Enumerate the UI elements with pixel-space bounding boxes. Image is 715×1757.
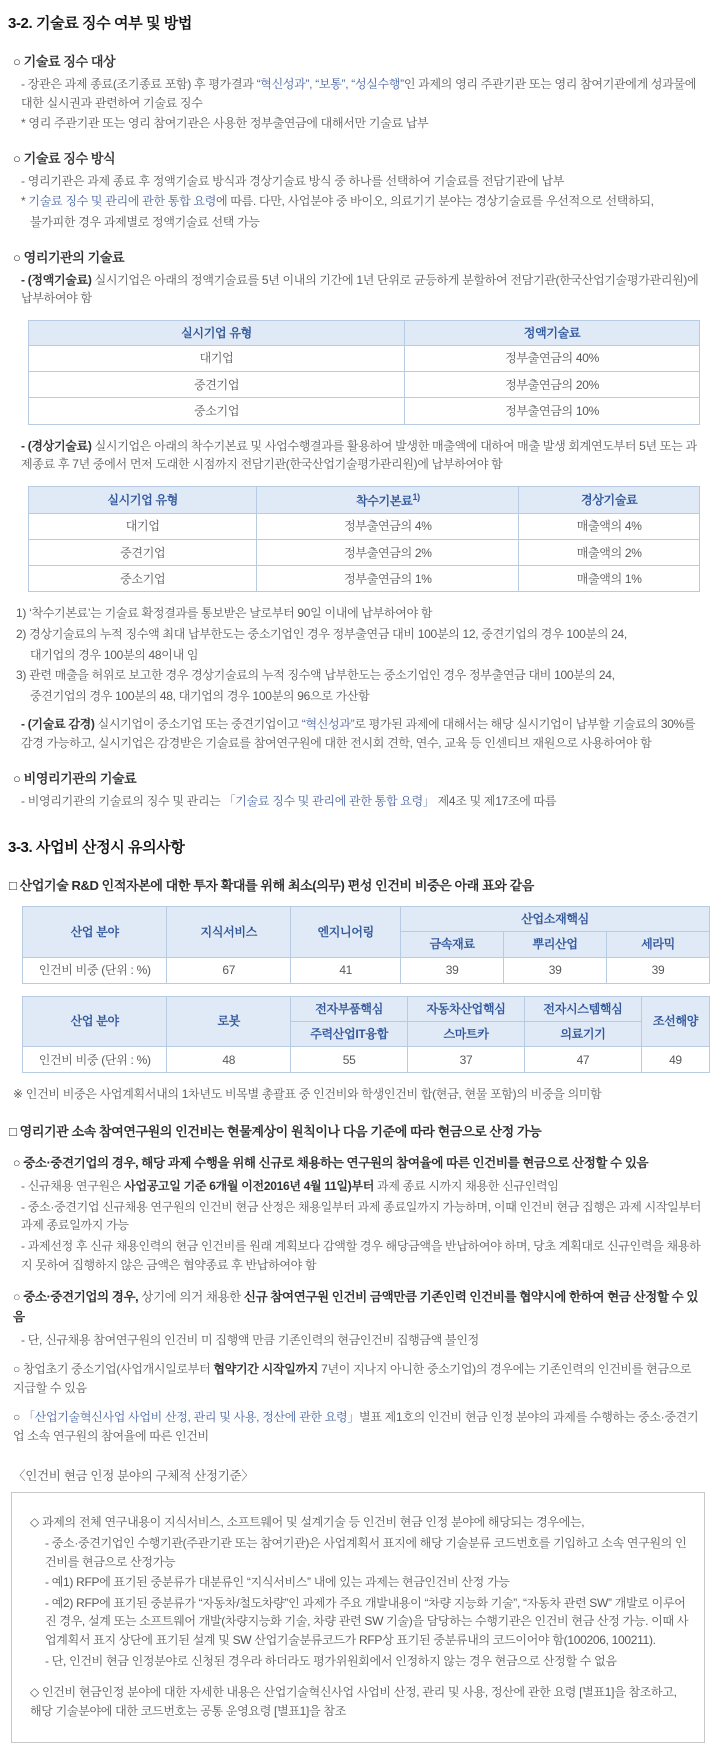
- heading-royalty-target: ○ 기술료 징수 대상: [13, 54, 116, 69]
- box-item-2: ◇ 인건비 현금인정 분야에 대한 자세한 내용은 산업기술혁신사업 사업비 산정, 관리 및 사용, 정산에 관한 요령 [별표1]을 참조하고, 해당 기술분야에 대한 코드번호는 공통 운영요령 [별표1]을 참조: [30, 1685, 677, 1718]
- header-cell: 산업 분야: [23, 907, 167, 957]
- table-row: [29, 566, 700, 592]
- text-segment: 실시기업은 아래의 정액기술료를 5년 이내의 기간에 1년 단위로 균등하게 분할하여 전담기관(한국산업기술평가관리원)에 납부하여야 함: [21, 272, 699, 306]
- para-cash-recognized-field: [13, 1408, 705, 1446]
- data-cell: 정부출연금의 20%: [405, 372, 700, 398]
- text-segment: 7년이 지나지 아니한 중소기업)의 경우에는 기존인력의 인건비를 현금으로 지급할 수 있음: [13, 1361, 692, 1395]
- box-item-1-line3: - 예2) RFP에 표기된 중분류가 “자동차/철도차량”인 과제가 주요 개발내용이 “차량 지능화 기술”, “자동차 관련 SW” 개발로 이루어진 경우, 설계 또는 소프트웨어 개발(차량지능화 기술, 차량 관련 SW 기술)을 담당하는 수행기관은 인건비 현금 산정 가능. 이때 사업계획서 표지 상단에 표기된 설계 및 SW 산업기술분류코드가 RFP상 표기된 중분류내의 코드이어야 함(100206, 100211).: [45, 1595, 689, 1647]
- note-royalty-target: * 영리 주관기관 또는 영리 참여기관은 사용한 정부출연금에 대해서만 기술료 납부: [21, 116, 429, 131]
- heading-profit-org-royalty: ○ 영리기관의 기술료: [13, 249, 125, 265]
- text-segment: ○ 창업초기 중소기업(사업개시일로부터: [13, 1361, 214, 1376]
- footnote-1: 1) ‘착수기본료’는 기술료 확정결과를 통보받은 날로부터 90일 이내에 납부하여야 함: [16, 606, 433, 621]
- footnote-2-line2: 대기업의 경우 100분의 48이내 임: [30, 647, 199, 662]
- text-segment: *: [21, 194, 29, 209]
- header-cell: 전자시스템핵심: [524, 996, 641, 1021]
- table-row: [29, 540, 700, 566]
- labor-ratio-table-2: [22, 996, 710, 1074]
- row-label-cell: 인건비 비중 (단위 : %): [23, 957, 167, 983]
- heading-existing-staff-cash: [13, 1288, 705, 1327]
- data-cell: 정부출연금의 2%: [257, 540, 519, 566]
- data-cell: 대기업: [29, 513, 257, 539]
- data-cell: 37: [408, 1047, 525, 1073]
- heading-new-hire-cash: ○ 중소·중견기업의 경우, 해당 과제 수행을 위해 신규로 채용하는 연구원의 참여율에 따른 인건비를 현금으로 산정할 수 있음: [13, 1155, 649, 1170]
- criteria-box: [11, 1492, 705, 1743]
- table-header-row: [29, 486, 700, 513]
- text-segment-bold: - (기술료 감경): [21, 717, 95, 732]
- text-segment-bold: 신규 참여연구원 인건비 금액만큼 기존인력 인건비를 협약시에 한하여 현금 산정할 수 있음: [13, 1290, 699, 1324]
- box-item-1-head: ◇ 과제의 전체 연구내용이 지식서비스, 소프트웨어 및 설계기술 등 인건비 현금 인정 분야에 해당되는 경우에는,: [30, 1515, 585, 1530]
- header-cell: 실시기업 유형: [29, 486, 257, 513]
- para-royalty-method: - 영리기관은 과제 종료 후 정액기술료 방식과 경상기술료 방식 중 하나를 선택하여 기술료를 전담기관에 납부: [21, 173, 565, 188]
- header-cell: 산업 분야: [23, 996, 167, 1046]
- data-cell: 매출액의 1%: [519, 566, 700, 592]
- box-item-1-line2: - 예1) RFP에 표기된 중분류가 대분류인 “지식서비스” 내에 있는 과제는 현금인건비 산정 가능: [45, 1575, 510, 1590]
- header-cell: 자동차산업핵심: [408, 996, 525, 1021]
- header-cell: 주력산업IT융합: [291, 1021, 408, 1046]
- header-cell: 엔지니어링: [291, 907, 401, 957]
- data-cell: 41: [291, 957, 401, 983]
- table-row: [23, 957, 710, 983]
- data-cell: 49: [641, 1047, 709, 1073]
- data-cell: 48: [167, 1047, 291, 1073]
- data-cell: 중견기업: [29, 372, 405, 398]
- header-cell: 정액기술료: [405, 320, 700, 345]
- note-royalty-method-line1: [21, 192, 705, 211]
- para-fixed-royalty: [21, 271, 705, 308]
- heading-cash-labor-cost: □ 영리기관 소속 참여연구원의 인건비는 현물계상이 원칙이나 다음 기준에 따라 현금으로 산정 가능: [9, 1123, 542, 1139]
- text-segment-bold: - (정액기술료): [21, 272, 92, 287]
- header-cell: 전자부품핵심: [291, 996, 408, 1021]
- table-header-row: [23, 907, 710, 932]
- para-startup-sme: [13, 1360, 705, 1398]
- header-cell: [257, 486, 519, 513]
- footnote-marker: 1): [412, 491, 420, 502]
- para-new-hire-line2: - 중소·중견기업 신규채용 연구원의 인건비 현금 산정은 채용일부터 과제 종료일까지 가능하며, 이때 인건비 현금 집행은 과제 시작일부터 과제 종료일까지 가능: [21, 1199, 702, 1233]
- text-segment: ○: [13, 1290, 24, 1305]
- table-row: [29, 345, 700, 371]
- header-group-cell: 산업소재핵심: [401, 907, 710, 932]
- header-cell: 뿌리산업: [504, 932, 607, 957]
- header-cell: 조선해양: [641, 996, 709, 1046]
- section-3-2-title: 3-2. 기술료 징수 여부 및 방법: [8, 15, 192, 32]
- row-label-cell: 인건비 비중 (단위 : %): [23, 1047, 167, 1073]
- note-labor-ratio: ※ 인건비 비중은 사업계획서내의 1차년도 비목별 총괄표 중 인건비와 학생인건비 합(현금, 현물 포함)의 비중을 의미함: [13, 1087, 602, 1102]
- para-running-royalty: [21, 437, 705, 474]
- table-header-row: [29, 320, 700, 345]
- data-cell: 중소기업: [29, 398, 405, 424]
- para-existing-staff-note: - 단, 신규채용 참여연구원의 인건비 미 집행액 만큼 기존인력의 현금인건비 집행금액 불인정: [21, 1333, 479, 1347]
- table-row: [29, 513, 700, 539]
- text-segment-blue: 기술료 징수 및 관리에 관한 통합 요령: [28, 194, 216, 209]
- data-cell: 정부출연금의 4%: [257, 513, 519, 539]
- criteria-box-label: 〈인건비 현금 인정 분야의 구체적 산정기준〉: [13, 1469, 254, 1484]
- data-cell: 대기업: [29, 345, 405, 371]
- labor-ratio-table-1: [22, 906, 710, 984]
- text-segment: 별표 제1호의 인건비 현금 인정 분야의 과제를 수행하는 중소·중견기업 소속 연구원의 참여율에 따른 인건비: [13, 1409, 699, 1444]
- para-royalty-target: [21, 75, 705, 112]
- note-royalty-method-line2: 불가피한 경우 과제별로 정액기술료 선택 가능: [30, 214, 260, 229]
- para-new-hire-line3: - 과제선정 후 신규 채용인력의 현금 인건비를 원래 계획보다 감액할 경우 해당금액을 반납하여야 하며, 당초 계획대로 신규인력을 채용하지 못하여 집행하지 않은 금액은 협약종료 후 반납하여야 함: [21, 1239, 701, 1272]
- text-segment: 제4조 및 제17조에 따름: [434, 793, 557, 808]
- text-segment: 상기에 의거 채용한: [138, 1290, 244, 1305]
- text-segment: 에 따름. 다만, 사업분야 중 바이오, 의료기기 분야는 경상기술료를 우선적으로 선택하되,: [216, 194, 654, 209]
- data-cell: 67: [167, 957, 291, 983]
- header-cell: 로봇: [167, 996, 291, 1046]
- text-segment: 실시기업은 아래의 착수기본료 및 사업수행결과를 활용하여 발생한 매출액에 대하여 매출 발생 회계연도부터 5년 또는 과제종료 후 7년 중에서 먼저 도래한 시점까지 전담기관(한국산업기술평가관리원)에 납부하여야 함: [21, 438, 697, 472]
- data-cell: 중소기업: [29, 566, 257, 592]
- text-segment-bold: 사업공고일 기준 6개월 이전2016년 4월 11일)부터: [124, 1179, 375, 1194]
- footnote-2-line1: 2) 경상기술료의 누적 징수액 최대 납부한도는 중소기업인 경우 정부출연금 대비 100분의 12, 중견기업의 경우 100분의 24,: [16, 627, 627, 642]
- table-row: [29, 398, 700, 424]
- heading-royalty-method: ○ 기술료 징수 방식: [13, 150, 116, 166]
- text-segment: 실시기업이 중소기업 또는 중견기업이고: [94, 717, 302, 732]
- text-segment-blue: 「기술료 징수 및 관리에 관한 통합 요령」: [223, 793, 435, 808]
- text-segment-blue: “혁신성과”, “보통”, “성실수행”: [256, 77, 404, 91]
- table-row: [23, 1047, 710, 1073]
- header-cell: 실시기업 유형: [29, 320, 405, 345]
- text-segment-bold: - (경상기술료): [21, 438, 92, 453]
- text-segment: - 신규채용 연구원은: [21, 1179, 125, 1194]
- text-segment-blue: “혁신성과”: [301, 717, 355, 732]
- box-item-1-line4: - 단, 인건비 현금 인정분야로 신청된 경우라 하더라도 평가위원회에서 인정하지 않는 경우 현금으로 산정할 수 없음: [45, 1653, 617, 1668]
- header-cell: 세라믹: [607, 932, 710, 957]
- header-cell: 의료기기: [524, 1021, 641, 1046]
- data-cell: 39: [401, 957, 504, 983]
- data-cell: 39: [504, 957, 607, 983]
- data-cell: 55: [291, 1047, 408, 1073]
- text-segment: - 비영리기관의 기술료의 징수 및 관리는: [21, 793, 224, 808]
- data-cell: 매출액의 4%: [519, 513, 700, 539]
- para-nonprofit-royalty: [21, 792, 705, 811]
- data-cell: 정부출연금의 10%: [405, 398, 700, 424]
- section-3-3-title: 3-3. 사업비 산정시 유의사항: [8, 839, 185, 857]
- text-segment-blue: 「산업기술혁신사업 사업비 산정, 관리 및 사용, 정산에 관한 요령」: [22, 1409, 360, 1424]
- header-cell: 스마트카: [408, 1021, 525, 1046]
- para-royalty-discount: [21, 715, 705, 752]
- text-segment: 과제 종료 시까지 채용한 신규인력임: [374, 1179, 559, 1194]
- heading-nonprofit-royalty: ○ 비영리기관의 기술료: [13, 770, 137, 786]
- text-segment: ○: [13, 1409, 23, 1424]
- footnote-3-line1: 3) 관련 매출을 허위로 보고한 경우 경상기술료의 누적 징수액 납부한도는 중소기업인 경우 정부출연금 대비 100분의 24,: [16, 668, 615, 683]
- header-cell: 금속재료: [401, 932, 504, 957]
- heading-labor-cost-ratio: □ 산업기술 R&D 인적자본에 대한 투자 확대를 위해 최소(의무) 편성 인건비 비중은 아래 표와 같음: [9, 878, 534, 894]
- text-segment-bold: 중소·중견기업의 경우,: [23, 1290, 139, 1305]
- text-segment: 인 과제의 영리 주관기관 또는 영리 참여기관에게 성과물에 대한 실시권과 관련하여 기술료 징수: [21, 77, 697, 110]
- data-cell: 정부출연금의 1%: [257, 566, 519, 592]
- text-segment: - 장관은 과제 종료(조기종료 포함) 후 평가결과: [21, 77, 257, 91]
- footnote-3-line2: 중견기업의 경우 100분의 48, 대기업의 경우 100분의 96으로 가산함: [30, 688, 370, 703]
- data-cell: 정부출연금의 40%: [405, 345, 700, 371]
- text-segment: 로 평가된 과제에 대해서는 해당 실시기업이 납부할 기술료의 30%를 감경 가능하고, 실시기업은 감경받은 기술료를 참여연구원에 대한 전시회 견학, 연수, 교육 등 인센티브 재원으로 사용하여야 함: [21, 717, 696, 750]
- header-text: 착수기본료: [355, 493, 413, 508]
- text-segment-bold: 협약기간 시작일까지: [213, 1361, 319, 1376]
- header-cell: 경상기술료: [519, 486, 700, 513]
- box-item-1-line1: - 중소·중견기업인 수행기관(주관기관 또는 참여기관)은 사업계획서 표지에 해당 기술분류 코드번호를 기입하고 소속 연구원의 인건비를 현금으로 산정가능: [45, 1535, 687, 1569]
- header-cell: 지식서비스: [167, 907, 291, 957]
- para-new-hire-line1: [21, 1177, 705, 1196]
- table-row: [29, 372, 700, 398]
- fixed-royalty-table: [28, 320, 700, 425]
- data-cell: 47: [524, 1047, 641, 1073]
- data-cell: 매출액의 2%: [519, 540, 700, 566]
- data-cell: 39: [607, 957, 710, 983]
- running-royalty-table: [28, 486, 700, 593]
- table-header-row: [23, 996, 710, 1021]
- data-cell: 중견기업: [29, 540, 257, 566]
